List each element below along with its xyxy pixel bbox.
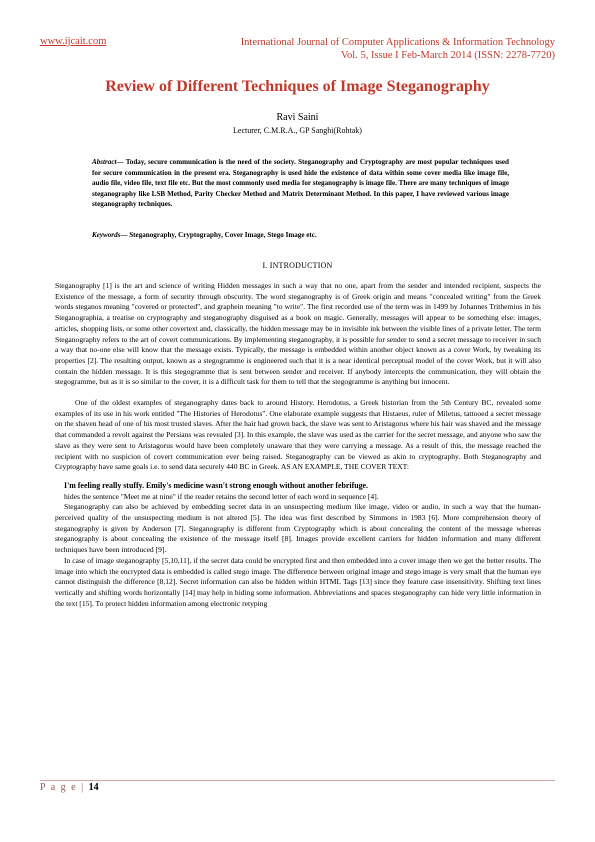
body-text — [55, 281, 541, 609]
journal-header — [155, 36, 555, 62]
author-name: Ravi Saini — [276, 112, 319, 123]
journal-website-link[interactable]: www.ijcait.com — [40, 36, 107, 47]
keywords-label: Keywords — [92, 231, 121, 239]
abstract-text: — Today, secure communication is the need of the society. Steganography and Cryptography are most popular techniques used for secure communication in the present era. Steganography is used hide the existence of data within some cover media like image file, audio file, video file, text file etc. But the most commonly used media for steganography is image file. There are many techniques of image steganography like LSB Method, Parity Checker Method and Matrix Determinant Method. In this paper, I have reviewed various image steganography techniques. — [92, 158, 509, 209]
paragraph: Steganography can also be achieved by embedding secret data in an unsuspecting medium like image, video or audio, in such a way that the human-perceived quality of the unsuspecting medium is not altered [5]. The idea was first described by Simmons in 1983 [6]. More comprehension theory of steganography is given by Anderson [7]. Steganography is different from Cryptography which is about concealing the content of the message whereas steganography is about concealing the existence of the message itself [8]. Images provide excellent carriers for hidden information and many different techniques have been introduced [9]. — [55, 502, 541, 555]
abstract — [92, 157, 509, 210]
page-footer — [40, 782, 99, 793]
journal-name: International Journal of Computer Applications & Information Technology — [240, 37, 555, 48]
section-heading: I. INTRODUCTION — [262, 261, 333, 270]
paragraph: hides the sentence "Meet me at nine" if the reader retains the second letter of each word in sequence [4]. — [64, 491, 379, 501]
page-label: P a g e | — [40, 782, 85, 793]
paragraph: In case of image steganography [5,10,11], if the secret data could be encrypted first and then embedded into a cover image then we get the better results. The image into which the encrypted data is embedded is called stego image. The difference between original image and stego image is very small that the human eye cannot distinguish the difference [8,12]. Secret information can also be hidden within HTML Tags [13] since they feature case insensitivity. Shifting text lines vertically and shifting words horizontally [14] may help in hiding some information. Abbreviations and spaces steganography can hide very little information in the text [15]. To protect hidden information among electronic retyping — [55, 555, 541, 608]
abstract-label: Abstract — [92, 158, 117, 166]
paper-title: Review of Different Techniques of Image Steganography — [105, 78, 490, 95]
paragraph: Steganography [1] is the art and science of writing Hidden messages in such a way that no one, apart from the sender and intended recipient, suspects the Existence of the message, a form of security through obscurity. The word steganography is of Greek origin and means "concealed writing" from the Greek words steganos meaning "covered or protected", and graphein meaning "to write". The first recorded use of the term was in 1499 by Johannes Trithemius in his Steganographia, a treatise on cryptography and steganography disguised as a book on magic. Generally, messages will appear to be something else: images, articles, shopping lists, or some other covertext and, classically, the hidden message may be in invisible ink between the visible lines of a private letter. The term Steganography refers to the art of covert communications. By implementing steganography, it is possible for sender to send a secret message to receiver in such a way that no-one else will know that the message exists. Typically, the message is embedded within another object known as a cover Work, by tweaking its properties [2]. The resulting output, known as a stegogramme is engineered such that it is a near identical perceptual model of the cover Work, but it will also contain the hidden message. It is this stegogramme that is sent between sender and receiver. If anybody intercepts the communication, they will obtain the stegogramme, but as it is so similar to the cover, it is a difficult task for them to tell that the stegogramme is anything but innocent. — [55, 281, 541, 387]
page-number: 14 — [88, 782, 99, 793]
keywords — [92, 231, 509, 239]
author-affiliation: Lecturer, C.M.R.A., GP Sanghi(Rohtak) — [233, 126, 362, 135]
cover-text-quote: I'm feeling really stuffy. Emily's medicine wasn't strong enough without another febrifuge. — [64, 480, 369, 490]
keywords-text: — Steganography, Cryptography, Cover Image, Stego Image etc. — [120, 231, 317, 239]
journal-issue: Vol. 5, Issue I Feb-March 2014 (ISSN: 2278-7720) — [340, 50, 555, 61]
footer-rule — [40, 780, 555, 781]
paragraph: One of the oldest examples of steganography dates back to around History. Herodotus, a Greek historian from the 5th Century BC, revealed some examples of its use in his work entitled "The Histories of Herodotus". One elaborate example suggests that Histaeus, ruler of Miletus, tattooed a secret message on the shaven head of one of his most trusted slaves. After the hair had grown back, the slave was sent to Aristagorus where his hair was shaved and the message that commanded a revolt against the Persians was revealed [3]. In this example, the slave was used as the carrier for the secret message, and anyone who saw the slave as they were sent to Aristagorus would have been completely unaware that they were carrying a message. As a result of this, the message reached the recipient with no suspicion of covert communication ever being raised. Steganography can be viewed as akin to cryptography. Both Steganography and Cryptography have same goals i.e. to send data securely 440 BC in Greek. AS AN EXAMPLE, THE COVER TEXT: — [55, 398, 541, 472]
